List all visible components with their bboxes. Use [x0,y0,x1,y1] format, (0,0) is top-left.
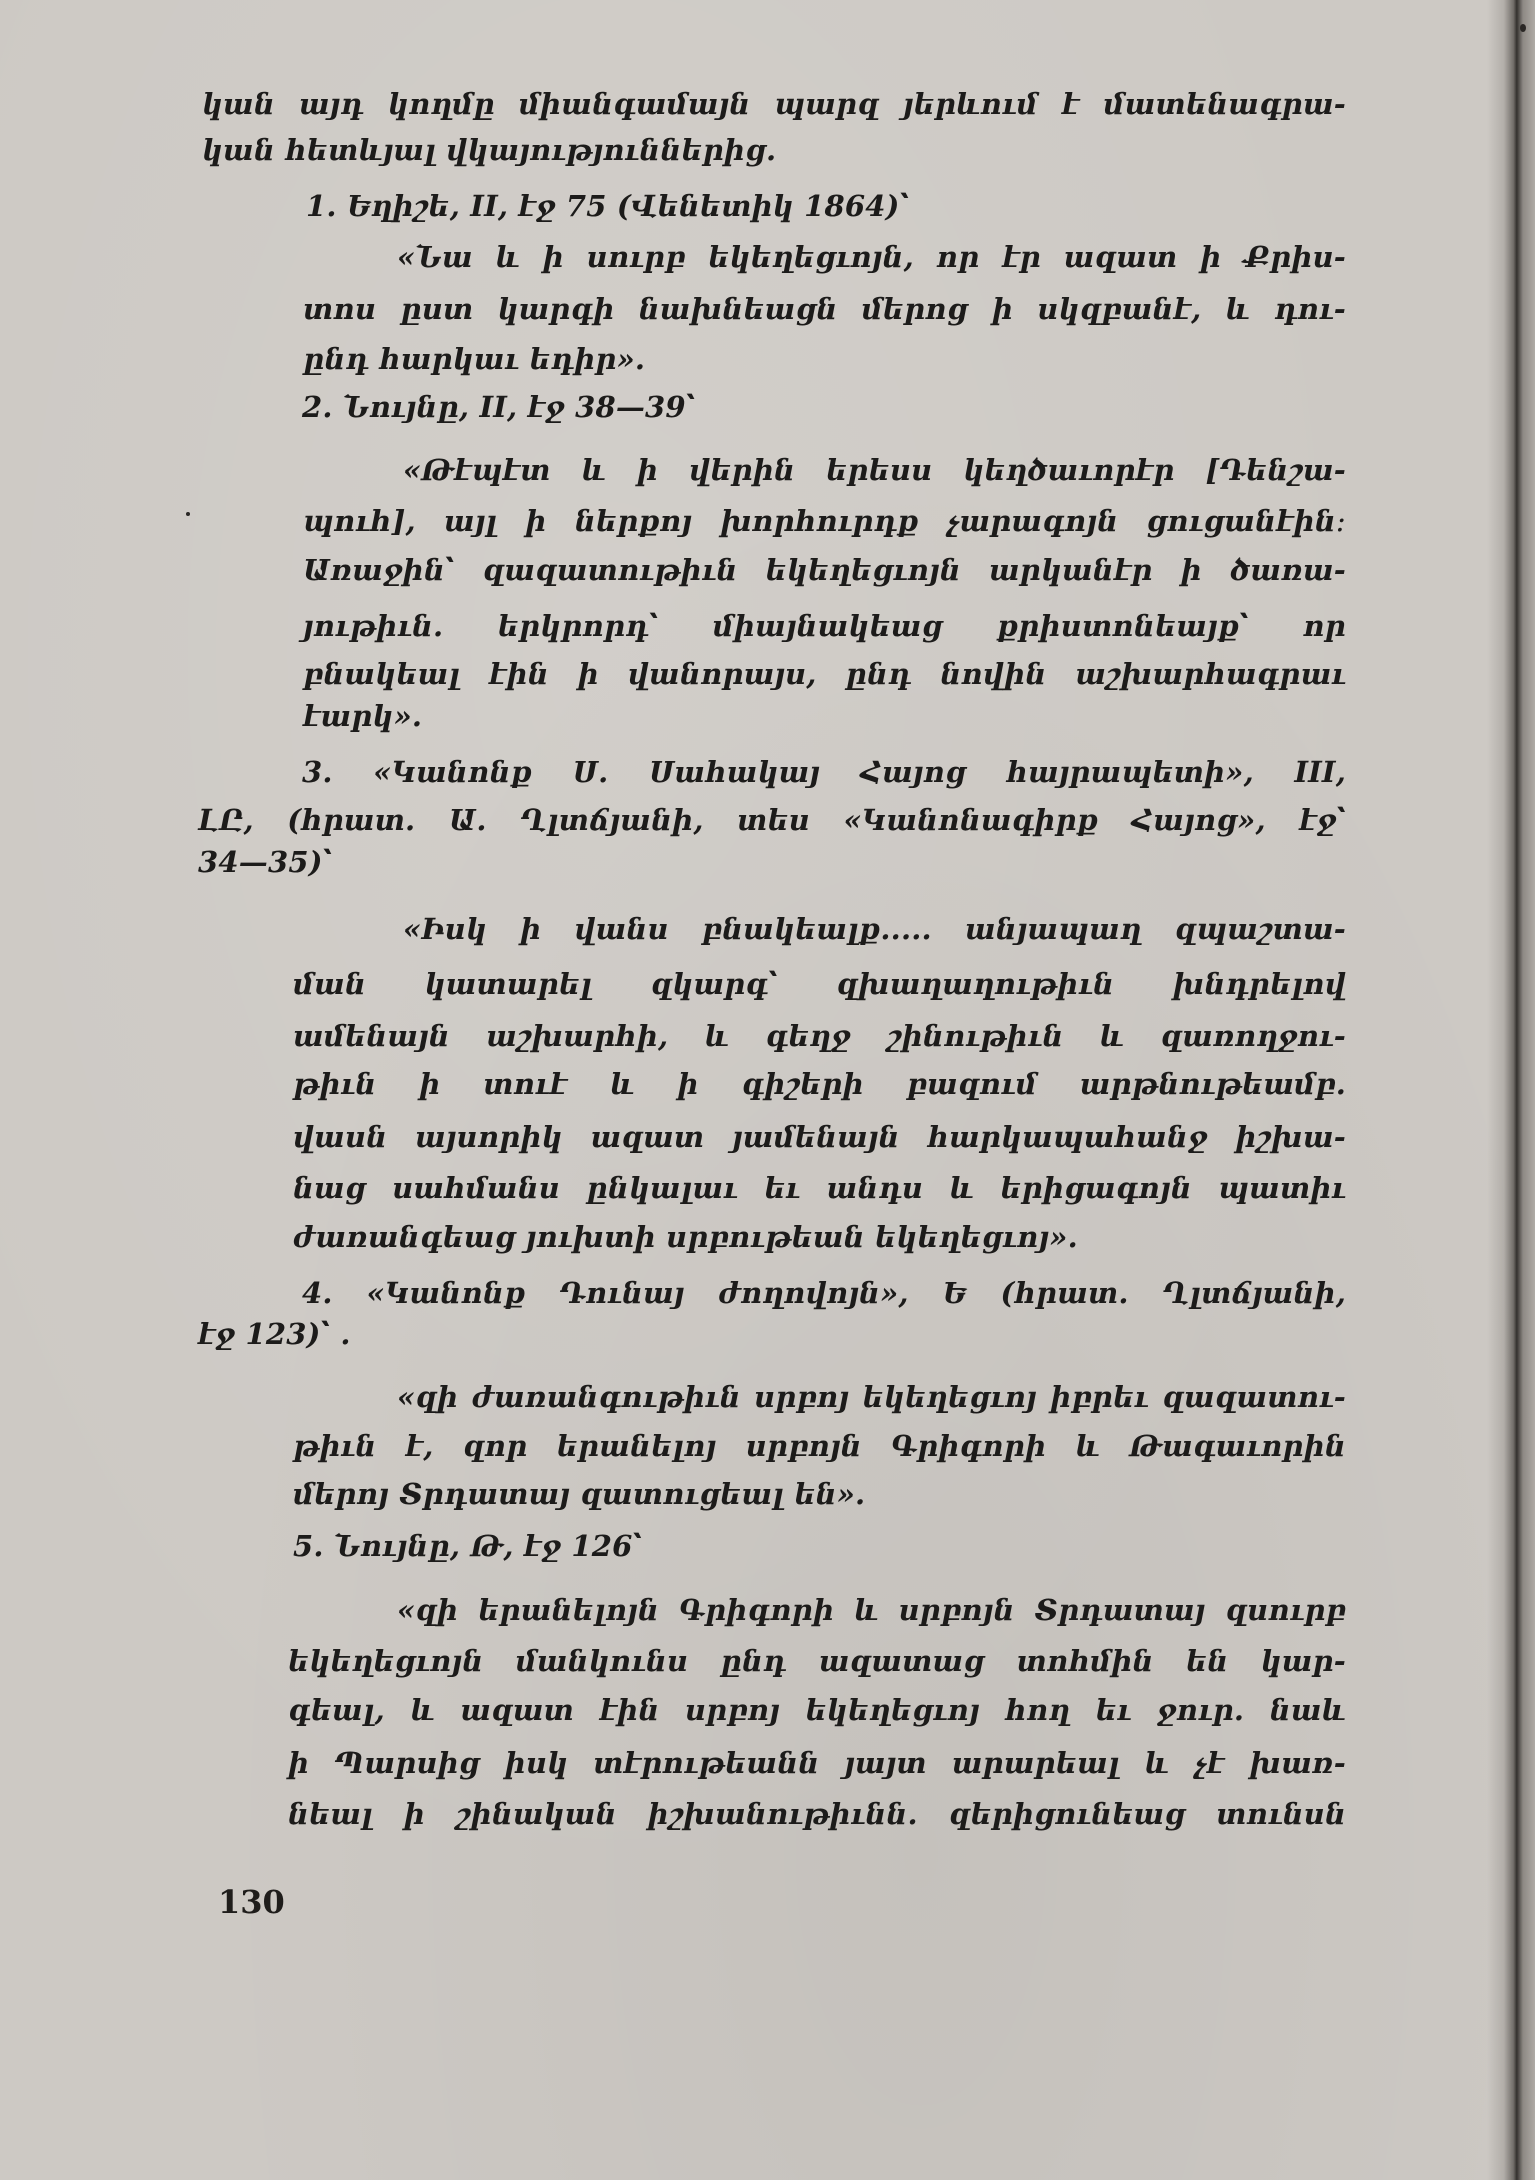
quote-line: թիւն ի տուէ և ի գիշերի բազում արթնութեամբ. [293,1067,1346,1101]
quote-line: յութիւն. երկրորդ՝ միայնակեաց քրիստոնեայք՝ որ [303,609,1346,643]
quote-line: տոս ըստ կարգի նախնեացն մերոց ի սկզբանէ, և դու- [303,292,1346,326]
quote-line: «զի ժառանգութիւն սրբոյ եկեղեցւոյ իբրեւ զազատու- [397,1380,1346,1414]
quote-line: «զի երանելոյն Գրիգորի և սրբոյն Տրդատայ զսուրբ [397,1593,1346,1627]
page-gutter-shadow [1487,0,1535,2180]
citation-reference: 4. «Կանոնք Դունայ ժողովոյն», Ե (հրատ. Ղլտճյանի, [302,1276,1346,1310]
quote-line: գեալ, և ազատ էին սրբոյ եկեղեցւոյ հող եւ ջուր. նաև [288,1693,1346,1727]
quote-line: եկեղեցւոյն մանկունս ընդ ազատաց տոհմին են կար- [288,1644,1346,1678]
quote-line: «Թէպէտ և ի վերին երեսս կեղծաւորէր [Դենշա- [403,453,1346,487]
quote-line: «Իսկ ի վանս բնակեալք..... անյապաղ զպաշտա- [403,912,1346,946]
quote-line: մերոյ Տրդատայ զատուցեալ են». [293,1477,866,1511]
citation-reference: 1. Եղիշե, II, էջ 75 (Վենետիկ 1864)՝ [306,189,910,223]
quote-line: նեալ ի շինական իշխանութիւնն. զերիցունեաց տունսն [288,1797,1346,1831]
quote-line: նաց սահմանս ընկալաւ եւ անդս և երիցագոյն պատիւ [293,1171,1346,1205]
citation-reference: էջ 123)՝ . [198,1317,351,1351]
page-number: 130 [218,1883,285,1921]
intro-line: կան հետևյալ վկայություններից. [202,133,777,167]
quote-line: Առաջին՝ զազատութիւն եկեղեցւոյն արկանէր ի ծառա- [303,553,1346,587]
quote-line: «Նա և ի սուրբ եկեղեցւոյն, որ էր ազատ ի Քրիս- [397,240,1346,274]
quote-line: թիւն է, զոր երանելոյ սրբոյն Գրիգորի և Թագաւորին [293,1429,1346,1463]
quote-line: ընդ հարկաւ եդիր». [303,342,646,376]
citation-reference: 3. «Կանոնք Ս. Սահակայ Հայոց հայրապետի», III, [302,755,1346,789]
quote-line: պուհ], այլ ի ներքոյ խորհուրդք չարագոյն ցուցանէին։ [303,504,1346,538]
citation-reference: ԼԸ, (հրատ. Ա. Ղլտճյանի, տես «Կանոնագիրք Հայոց», էջ՝ [198,803,1346,837]
scan-speck [186,512,190,516]
quote-line: ամենայն աշխարհի, և գեղջ շինութիւն և զառողջու- [293,1019,1346,1053]
citation-reference: 2. Նույնը, II, էջ 38—39՝ [302,390,696,424]
citation-reference: 5. Նույնը, Թ, էջ 126՝ [293,1529,643,1563]
quote-line: էարկ». [303,699,423,733]
quote-line: ժառանգեաց յուխտի սրբութեան եկեղեցւոյ». [293,1220,1078,1254]
quote-line: ման կատարել զկարգ՝ զխաղաղութիւն խնդրելով [293,967,1346,1001]
quote-line: բնակեալ էին ի վանորայս, ընդ նովին աշխարհագրաւ [303,657,1346,691]
scan-speck [1520,24,1526,32]
quote-line: ի Պարսից իսկ տէրութեանն յայտ արարեալ և չէ խառ- [288,1746,1346,1780]
citation-reference: 34—35)՝ [198,845,333,879]
quote-line: վասն այսորիկ ազատ յամենայն հարկապահանջ իշխա- [293,1120,1346,1154]
intro-line: կան այդ կողմը միանգամայն պարզ յերևում է մատենագրա- [202,87,1346,121]
